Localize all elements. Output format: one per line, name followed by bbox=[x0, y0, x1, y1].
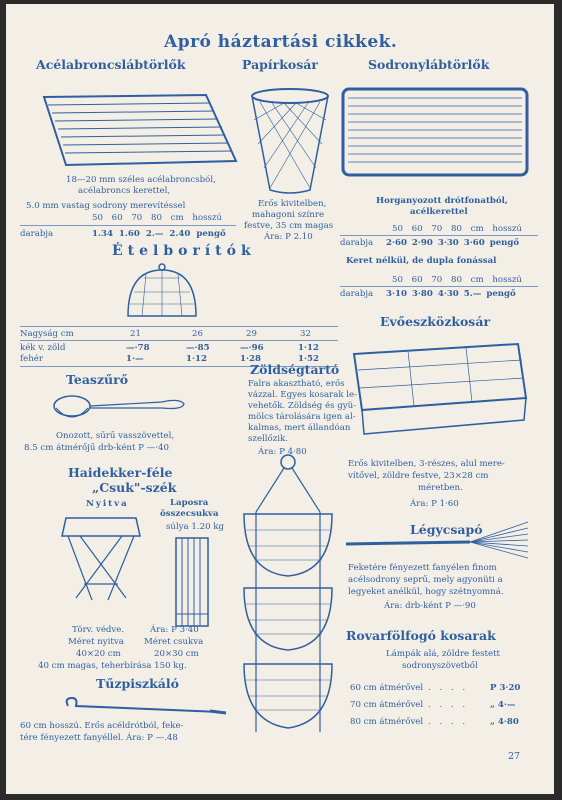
divider bbox=[20, 340, 338, 341]
sodrony-lab-price-label2: darabja bbox=[340, 289, 374, 299]
haidekker-line3b: 20×30 cm bbox=[154, 649, 199, 659]
fire-poker-illustration bbox=[60, 694, 230, 724]
legycsapo-desc2: acélsodrony seprű, mely agyonüti a bbox=[348, 575, 503, 585]
zoldsegtarto-heading: Zöldségtartó bbox=[250, 362, 340, 377]
sodrony-lab-prices2: 3·10 3·80 4·30 5.— pengő bbox=[386, 289, 516, 299]
etelborito-size-label: Nagyság cm bbox=[20, 329, 74, 339]
acel-lab-heading: Acélabroncslábtörlők bbox=[36, 57, 186, 72]
acel-lab-desc3: 5.0 mm vastag sodrony merevítéssel bbox=[26, 201, 186, 211]
haidekker-line2b: Méret csukva bbox=[144, 637, 204, 647]
rovarfogo-price: P 3·20 bbox=[490, 683, 521, 693]
sodrony-lab-sizes1: 50 60 70 80 cm hosszú bbox=[392, 224, 522, 234]
tuzpiszkalo-desc2: tére fényezett fanyéllel. Ára: P —.48 bbox=[20, 733, 178, 743]
haidekker-line1a: Törv. védve. bbox=[72, 625, 125, 635]
rovarfogo-price: „ 4·— bbox=[490, 700, 516, 710]
etelborito-price: —·96 bbox=[240, 343, 264, 353]
haidekker-heading1: Haidekker-féle bbox=[68, 465, 173, 480]
papirkosar-desc3: festve, 35 cm magas bbox=[244, 221, 334, 231]
papirkosar-desc2: mahagoni színre bbox=[252, 210, 325, 220]
zoldsegtarto-line: vehetők. Zöldség és gyü- bbox=[248, 401, 357, 411]
evoeszkoz-desc3: méretben. bbox=[418, 483, 463, 493]
etelborito-price: 1·12 bbox=[186, 354, 207, 364]
etelborito-price: 1·28 bbox=[240, 354, 261, 364]
sodrony-lab-prices1: 2·60 2·90 3·30 3·60 pengő bbox=[386, 238, 520, 248]
sodrony-lab-sizes2: 50 60 70 80 cm hosszú bbox=[392, 275, 522, 285]
evoeszkoz-desc2: vítővel, zöldre festve, 23×28 cm bbox=[348, 471, 489, 481]
etelborito-size: 26 bbox=[192, 329, 203, 339]
legycsapo-desc3: legyeket anélkül, hogy szétnyomná. bbox=[348, 587, 504, 597]
etelborito-heading: Ételborítók bbox=[112, 243, 256, 259]
papirkosar-heading: Papírkosár bbox=[242, 57, 318, 72]
teaszuro-heading: Teaszűrő bbox=[66, 372, 129, 387]
haidekker-folded-label1: Laposra bbox=[170, 498, 209, 508]
acel-lab-desc2: acélabroncs kerettel, bbox=[78, 186, 171, 196]
etelborito-price: 1·— bbox=[126, 354, 144, 364]
fly-swatter-illustration bbox=[342, 518, 532, 562]
rovarfogo-desc1: Lámpák alá, zöldre festett bbox=[386, 649, 501, 659]
haidekker-line2a: Méret nyitva bbox=[68, 637, 124, 647]
zoldsegtarto-line: kalmas, mert állandóan bbox=[248, 423, 351, 433]
tuzpiszkalo-desc1: 60 cm hosszú. Erős acéldrótból, feke- bbox=[20, 721, 184, 731]
legycsapo-desc1: Feketére fényezett fanyélen finom bbox=[348, 563, 497, 573]
divider bbox=[340, 286, 538, 287]
evoeszkoz-heading: Evőeszközkosár bbox=[380, 314, 491, 329]
etelborito-price: —·85 bbox=[186, 343, 210, 353]
haidekker-line1b: Ára: P 3·40 bbox=[150, 625, 199, 635]
haidekker-weight: súlya 1.20 kg bbox=[166, 522, 224, 532]
etelborito-price: 1·12 bbox=[298, 343, 319, 353]
rovarfogo-price: „ 4·80 bbox=[490, 717, 519, 727]
sodrony-lab-heading: Sodronylábtörlők bbox=[368, 57, 490, 72]
acel-lab-prices: 1.34 1.60 2.— 2.40 pengő bbox=[92, 229, 226, 239]
papirkosar-desc1: Erős kivitelben, bbox=[258, 199, 327, 209]
rovarfogo-dots: . . . . bbox=[428, 717, 469, 727]
sodrony-lab-sub1a: Horganyozott drótfonatból, bbox=[376, 196, 508, 206]
zoldsegtarto-line: szellőzik. bbox=[248, 434, 288, 444]
acel-lab-desc1: 18—20 mm széles acélabroncsból, bbox=[66, 175, 216, 185]
open-chair-illustration bbox=[56, 514, 146, 604]
sodrony-lab-sub1b: acélkerettel bbox=[410, 207, 468, 217]
papirkosar-price: Ára: P 2.10 bbox=[264, 232, 313, 242]
wire-doormat-illustration bbox=[340, 86, 530, 178]
food-cover-illustration bbox=[124, 262, 200, 322]
folded-chair-illustration bbox=[172, 534, 212, 634]
rovarfogo-heading: Rovarfölfogó kosarak bbox=[346, 628, 496, 643]
rovarfogo-row-label: 80 cm átmérővel bbox=[350, 717, 424, 727]
etelborito-row-label: fehér bbox=[20, 354, 43, 364]
etelborito-row-label: kék v. zöld bbox=[20, 343, 66, 353]
catalog-page bbox=[6, 4, 554, 794]
evoeszkoz-desc1: Erős kivitelben, 3-részes, alul mere- bbox=[348, 459, 505, 469]
vegetable-rack-illustration bbox=[238, 452, 338, 752]
rovarfogo-dots: . . . . bbox=[428, 683, 469, 693]
sodrony-lab-sub2: Keret nélkül, de dupla fonással bbox=[346, 256, 497, 266]
haidekker-line4: 40 cm magas, teherbírása 150 kg. bbox=[38, 661, 187, 671]
haidekker-heading2: „Csuk"-szék bbox=[92, 480, 177, 495]
haidekker-open-label: Nyitva bbox=[86, 499, 129, 509]
divider bbox=[20, 326, 338, 327]
zoldsegtarto-line: mölcs tárolására igen al- bbox=[248, 412, 356, 422]
etelborito-size: 32 bbox=[300, 329, 311, 339]
etelborito-size: 29 bbox=[246, 329, 257, 339]
page-title: Apró háztartási cikkek. bbox=[164, 32, 398, 52]
tea-strainer-illustration bbox=[52, 390, 192, 430]
tuzpiszkalo-heading: Tűzpiszkáló bbox=[96, 676, 179, 691]
evoeszkoz-price: Ára: P 1·60 bbox=[410, 499, 459, 509]
page-number: 27 bbox=[508, 751, 521, 762]
etelborito-price: —·78 bbox=[126, 343, 150, 353]
zoldsegtarto-price: Ára: P 4·80 bbox=[258, 447, 307, 457]
zoldsegtarto-line: Falra akasztható, erős bbox=[248, 379, 345, 389]
zoldsegtarto-line: vázzal. Egyes kosarak le- bbox=[248, 390, 358, 400]
haidekker-folded-label2: összecsukva bbox=[160, 509, 219, 519]
cutlery-basket-illustration bbox=[348, 340, 530, 438]
teaszuro-desc1: Onozott, sűrű vasszövettel, bbox=[56, 431, 175, 441]
rovarfogo-desc2: sodronyszövetből bbox=[402, 661, 478, 671]
waste-basket-illustration bbox=[250, 88, 330, 198]
steel-doormat-illustration bbox=[36, 89, 236, 169]
etelborito-price: 1·52 bbox=[298, 354, 319, 364]
rovarfogo-dots: . . . . bbox=[428, 700, 469, 710]
haidekker-line3a: 40×20 cm bbox=[76, 649, 121, 659]
divider bbox=[20, 225, 236, 226]
acel-lab-sizes: 50 60 70 80 cm hosszú bbox=[92, 213, 222, 223]
rovarfogo-row-label: 60 cm átmérővel bbox=[350, 683, 424, 693]
etelborito-size: 21 bbox=[130, 329, 141, 339]
legycsapo-price: Ára: drb-ként P —·90 bbox=[384, 601, 476, 611]
acel-lab-price-label: darabja bbox=[20, 229, 54, 239]
sodrony-lab-price-label1: darabja bbox=[340, 238, 374, 248]
legycsapo-heading: Légycsapó bbox=[410, 522, 483, 537]
divider bbox=[340, 235, 538, 236]
rovarfogo-row-label: 70 cm átmérővel bbox=[350, 700, 424, 710]
teaszuro-desc2: 8.5 cm átmérőjű drb-ként P —·40 bbox=[24, 443, 169, 453]
